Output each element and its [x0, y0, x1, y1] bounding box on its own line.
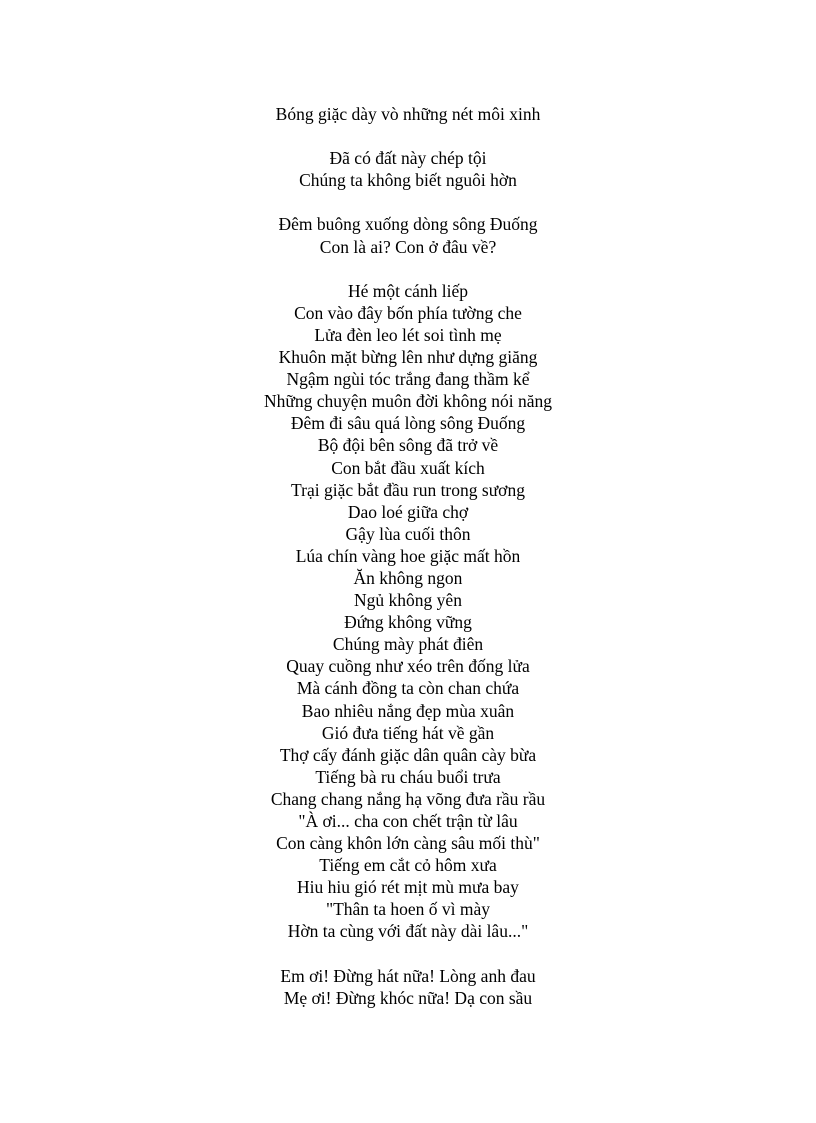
poem-line: Tiếng em cắt cỏ hôm xưa — [319, 855, 497, 876]
poem-line: Đêm buông xuống dòng sông Đuống — [278, 214, 538, 235]
poem-line: Chúng ta không biết nguôi hờn — [299, 170, 517, 191]
poem-line: Thợ cấy đánh giặc dân quân cày bừa — [279, 744, 537, 765]
poem-line: Dao loé giữa chợ — [347, 501, 469, 522]
poem-line: Bộ đội bên sông đã trở về — [317, 435, 499, 456]
poem-line: Ngủ không yên — [354, 590, 462, 611]
poem-line: Đêm đi sâu quá lòng sông Đuống — [290, 413, 526, 434]
poem-line: Chang chang nắng hạ võng đưa rầu rầu — [270, 788, 546, 809]
poem-line: Con là ai? Con ở đâu về? — [319, 236, 497, 257]
poem-line: Chúng mày phát điên — [332, 634, 484, 655]
poem-stanza — [158, 103, 658, 125]
poem-stanza — [158, 280, 658, 943]
poem-line: Đứng không vững — [344, 612, 472, 633]
poem-line: Lửa đèn leo lét soi tình mẹ — [314, 324, 502, 345]
poem-line: Đã có đất này chép tội — [329, 148, 487, 169]
poem-line: Gió đưa tiếng hát về gần — [321, 722, 495, 743]
poem-line: Tiếng bà ru cháu buổi trưa — [315, 766, 501, 787]
poem-line: Khuôn mặt bừng lên như dựng giăng — [278, 347, 538, 368]
poem-text — [158, 103, 658, 1031]
poem-line: Bao nhiêu nắng đẹp mùa xuân — [301, 700, 515, 721]
poem-line: Mẹ ơi! Đừng khóc nữa! Dạ con sầu — [283, 987, 533, 1008]
poem-line: Gậy lùa cuối thôn — [345, 523, 471, 544]
poem-line: Em ơi! Đừng hát nữa! Lòng anh đau — [280, 965, 536, 986]
poem-line: Trại giặc bắt đầu run trong sương — [291, 479, 525, 500]
poem-line: "À ơi... cha con chết trận từ lâu — [298, 811, 518, 831]
poem-line: Ngậm ngùi tóc trắng đang thầm kể — [286, 369, 530, 390]
poem-stanza — [158, 213, 658, 257]
poem-stanza — [158, 965, 658, 1009]
poem-line: Những chuyện muôn đời không nói năng — [263, 391, 552, 412]
poem-line: Ăn không ngon — [353, 567, 463, 588]
poem-line: "Thân ta hoen ố vì mày — [325, 899, 491, 920]
poem-line: Con bắt đầu xuất kích — [331, 457, 485, 478]
poem-line: Con vào đây bốn phía tường che — [294, 302, 522, 323]
poem-line: Hờn ta cùng với đất này dài lâu..." — [287, 921, 529, 942]
poem-line: Con càng khôn lớn càng sâu mối thù" — [276, 833, 540, 854]
poem-line: Bóng giặc dày vò những nét môi xinh — [275, 104, 541, 124]
poem-line: Quay cuồng như xéo trên đống lửa — [286, 656, 530, 677]
poem-line: Hé một cánh liếp — [347, 280, 469, 301]
poem-stanza — [158, 147, 658, 191]
poem-line: Lúa chín vàng hoe giặc mất hồn — [295, 545, 521, 566]
poem-line: Mà cánh đồng ta còn chan chứa — [296, 678, 520, 699]
poem-line: Hiu hiu gió rét mịt mù mưa bay — [297, 877, 519, 898]
